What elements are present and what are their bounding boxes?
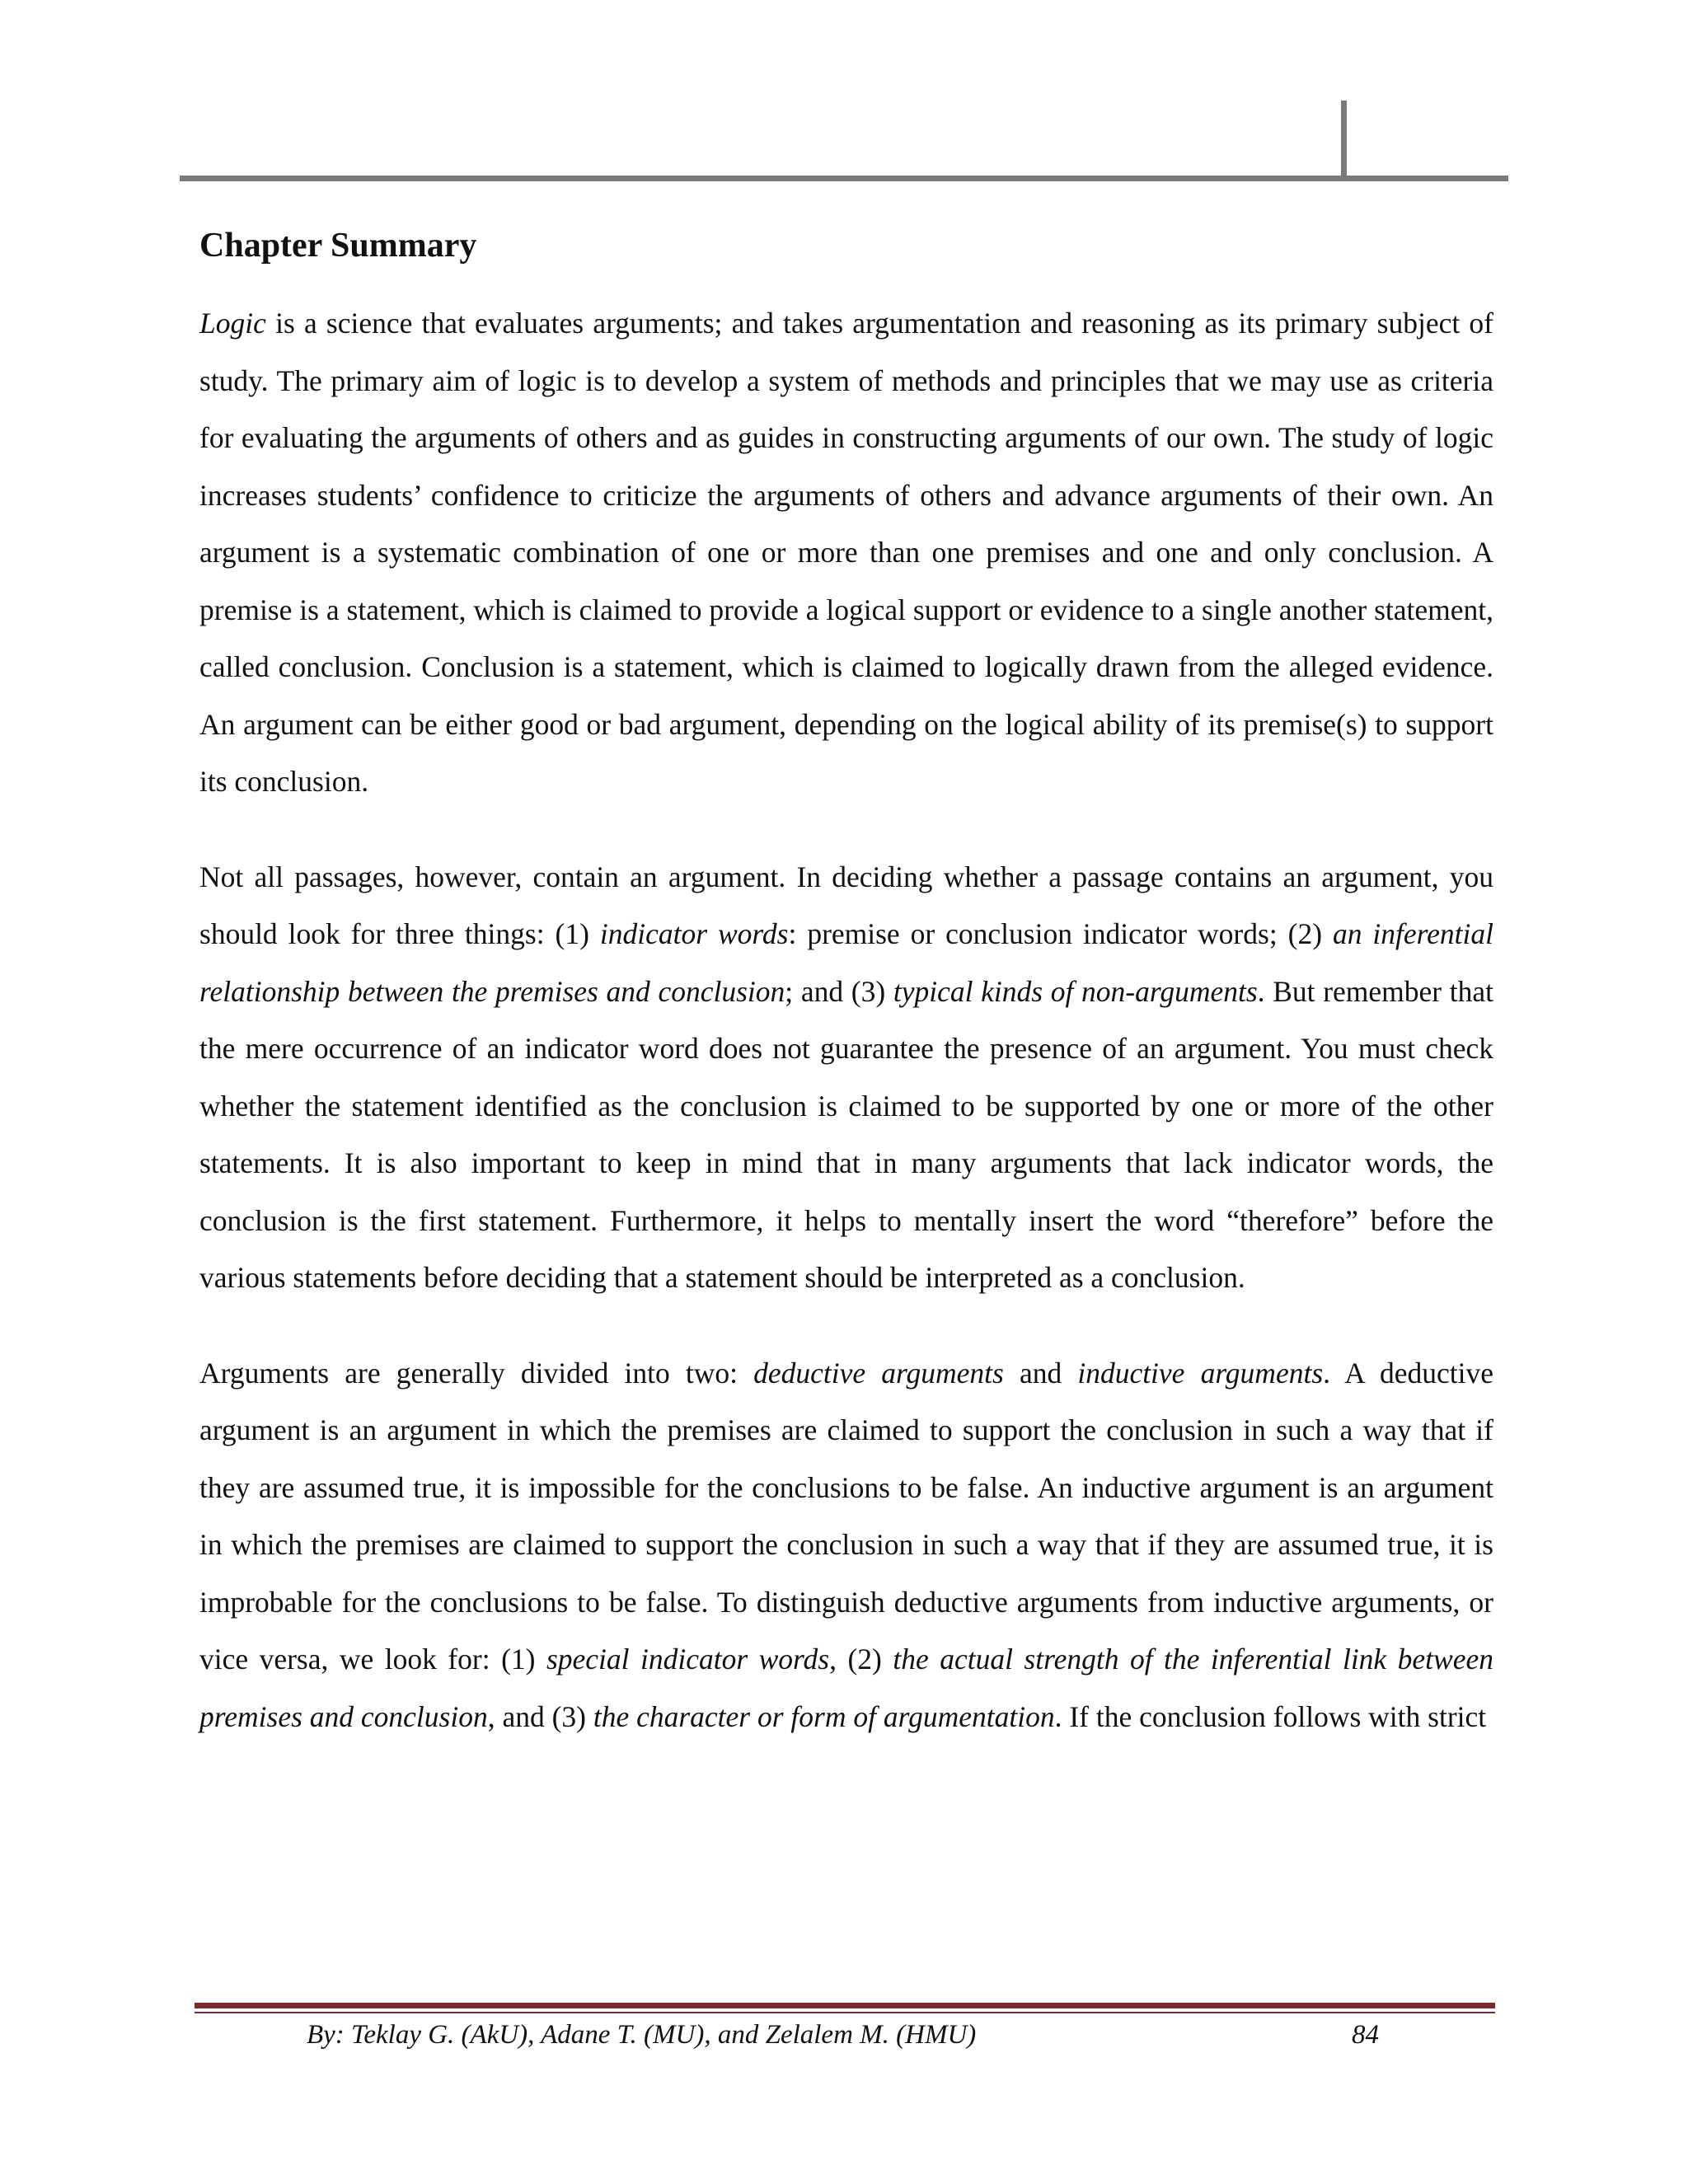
paragraph-text: . If the conclusion follows with strict — [1054, 1699, 1487, 1733]
paragraph-text: . A deductive argument is an argument in which the premises are claimed to support the conclusion in such a way that if they are assumed true, it is impossible for the conclusions to be false. An inductive argument is an argument in which the premises are claimed to support the conclusion in such a way that if they are assumed true, it is improbable for the conclusions to be false. To distinguish deductive arguments from inductive arguments, or vice versa, we look for: (1) — [199, 1356, 1493, 1675]
summary-paragraph — [199, 295, 1493, 811]
chapter-title: Chapter Summary — [199, 227, 477, 265]
paragraph-text: Arguments are generally divided into two: — [199, 1356, 754, 1390]
paragraph-text: , (2) — [829, 1643, 893, 1675]
emphasized-term: the character or form of argumentation — [593, 1699, 1055, 1733]
emphasized-term: the actual strength of the inferential link between premises and conclusion — [199, 1643, 1493, 1733]
paragraph-text: ; and (3) — [785, 974, 893, 1008]
summary-body — [199, 295, 1493, 1746]
page-content — [199, 213, 1493, 1783]
emphasized-term: typical kinds of non-arguments — [893, 974, 1258, 1008]
emphasized-term: inductive arguments — [1077, 1356, 1324, 1390]
summary-paragraph — [199, 1345, 1493, 1746]
emphasized-term: special indicator words — [546, 1643, 830, 1675]
header-tick — [1341, 101, 1347, 179]
page-number: 84 — [1352, 2020, 1379, 2050]
emphasized-term: indicator words — [599, 917, 789, 950]
emphasized-term: an inferential relationship between the premises and conclusion — [199, 917, 1494, 1008]
footer-rule — [195, 2003, 1495, 2008]
summary-paragraph — [199, 849, 1493, 1307]
footer-authors: By: Teklay G. (AkU), Adane T. (MU), and Zelalem M. (HMU) — [307, 2020, 977, 2050]
paragraph-text: . But remember that the mere occurrence of an indicator word does not guarantee the presence of an argument. You must check whether the statement identified as the conclusion is claimed to be supported by one or more of the other statements. It is also important to keep in mind that in many arguments that lack indicator words, the conclusion is the first statement. Furthermore, it helps to mentally insert the word “therefore” before the various statements before deciding that a statement should be interpreted as a conclusion. — [199, 974, 1493, 1294]
paragraph-text: Not all passages, however, contain an argument. In deciding whether a passage contains an argument, you should look for three things: (1) — [199, 860, 1493, 950]
header-rule — [180, 176, 1508, 181]
paragraph-text: , and (3) — [487, 1699, 593, 1733]
paragraph-text: is a science that evaluates arguments; and takes argumentation and reasoning as its primary subject of study. The primary aim of logic is to develop a system of methods and principles that we may use as criteria for evaluating the arguments of others and as guides in constructing arguments of our own. The study of logic increases students’ confidence to criticize the arguments of others and advance arguments of their own. An argument is a systematic combination of one or more than one premises and one and only conclusion. A premise is a statement, which is claimed to provide a logical support or evidence to a single another statement, called conclusion. Conclusion is a statement, which is claimed to logically drawn from the alleged evidence. An argument can be either good or bad argument, depending on the logical ability of its premise(s) to support its conclusion. — [199, 307, 1493, 798]
emphasized-term: deductive arguments — [753, 1356, 1004, 1390]
paragraph-text: : premise or conclusion indicator words; (2) — [788, 917, 1333, 950]
emphasized-term: Logic — [199, 307, 266, 340]
paragraph-text: and — [1003, 1356, 1078, 1390]
footer-rule-thin — [195, 2012, 1495, 2013]
